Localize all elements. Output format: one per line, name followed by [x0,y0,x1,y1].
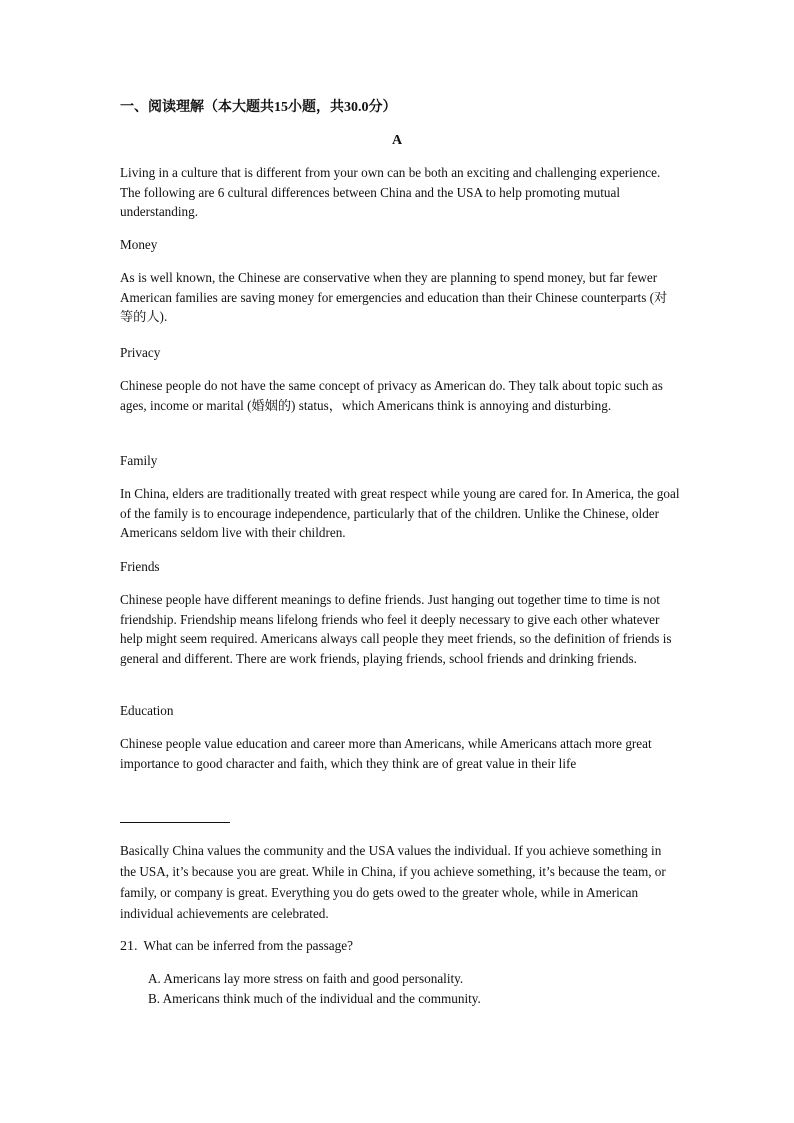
section-text-education: Chinese people value education and career more than Americans, while Americans attach more great importance to good character and faith, which they think are of great value in their life [120,736,652,771]
section-heading-friends: Friends [120,559,160,574]
intro-paragraph: Living in a culture that is different from your own can be both an exciting and challenging experience. The following are 6 cultural differences between China and the USA to help promoting mutual understanding. [120,165,661,220]
footnote-rule [120,822,230,823]
question-number: 21. [120,939,138,954]
section-text-money: As is well known, the Chinese are conservative when they are planning to spend money, but far fewer American families are saving money for emergencies and education than their Chinese counterparts (对等的人). [120,270,668,325]
section-heading-family: Family [120,453,158,468]
question-21 [120,938,353,955]
section-text-family: In China, elders are traditionally treated with great respect while young are cared for. In America, the goal of the family is to encourage independence, particularly that of the children. Unlike the Chinese, older Americans seldom live with their children. [120,486,680,541]
answer-option-a[interactable]: A. Americans lay more stress on faith and good personality. [148,971,464,986]
section-title: 一、阅读理解（本大题共15小题，共30.0分） [120,100,397,115]
section-text-friends: Chinese people have different meanings to define friends. Just hanging out together time to time is not friendship. Friendship means lifelong friends who feel it deeply necessary to give each other whatever help might seem required. Americans always call people they meet friends, so the definition of friends is general and different. There are work friends, playing friends, school friends and drinking friends. [120,592,672,666]
section-text-privacy: Chinese people do not have the same concept of privacy as American do. They talk about topic such as ages, income or marital (婚姻的) status，which Americans think is annoying and disturbing. [120,378,663,413]
section-heading-money: Money [120,237,158,252]
passage-label: A [391,133,403,148]
section-heading-education: Education [120,703,174,718]
closing-paragraph: Basically China values the community and the USA values the individual. If you achieve something in the USA, it’s because you are great. While in China, if you achieve something, it’s because the team, or family, or company is great. Everything you do gets owed to the greater whole, while in American individual achievements are celebrated. [120,843,666,921]
question-text: What can be inferred from the passage? [143,938,353,953]
section-heading-privacy: Privacy [120,345,161,360]
answer-option-b[interactable]: B. Americans think much of the individual and the community. [148,991,481,1006]
